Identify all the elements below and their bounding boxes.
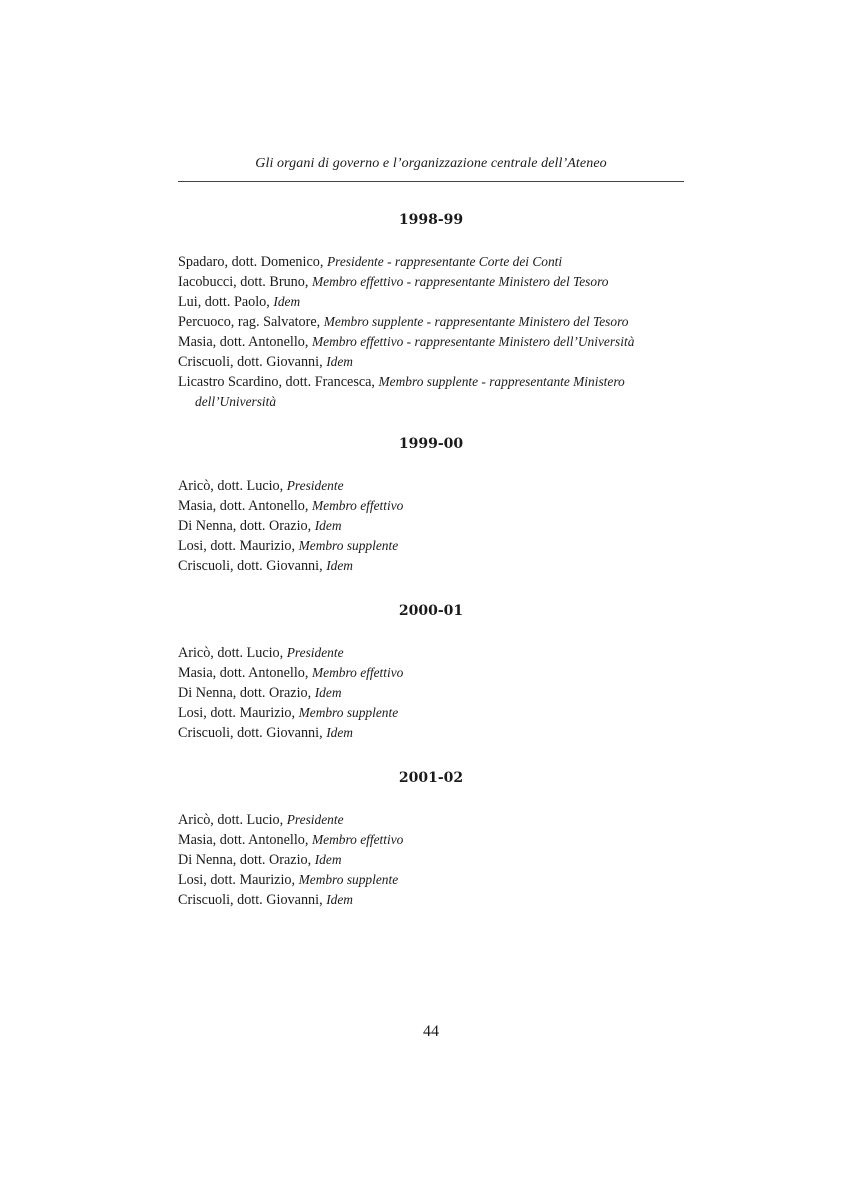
header-rule [178,181,684,182]
member-name: Spadaro, dott. Domenico, [178,254,327,270]
list-item [178,292,684,312]
list-item [178,870,684,890]
list-item [178,643,684,663]
member-name: Percuoco, rag. Salvatore, [178,314,324,330]
member-role: Membro effettivo [311,665,404,680]
list-item [178,476,684,496]
list-item [178,723,684,743]
member-name: Losi, dott. Maurizio, [178,538,299,554]
list-item [178,890,684,910]
member-role: Membro supplente - rappresentante Ministero dell’Università [195,374,625,409]
list-item [178,312,684,332]
member-name: Di Nenna, dott. Orazio, [178,518,315,534]
member-name: Criscuoli, dott. Giovanni, [178,725,327,741]
section-2001-02 [178,770,684,910]
list-item [178,332,684,352]
member-role: Presidente - rappresentante Corte dei Conti [326,254,563,269]
list-item [178,352,684,372]
member-name: Masia, dott. Antonello, [178,498,312,514]
member-role: Presidente [286,645,344,660]
member-role: Idem [314,518,342,533]
member-name: Aricò, dott. Lucio, [178,645,287,661]
list-item [178,810,684,830]
member-name: Criscuoli, dott. Giovanni, [178,892,327,908]
section-year: 1999-00 [398,436,464,452]
list-item [178,496,684,516]
list-item [178,703,684,723]
member-name: Criscuoli, dott. Giovanni, [178,558,327,574]
member-name: Iacobucci, dott. Bruno, [178,274,312,290]
member-role: Membro effettivo [311,832,404,847]
member-name: Aricò, dott. Lucio, [178,478,287,494]
list-item [178,556,684,576]
list-item [178,372,684,412]
section-1998-99 [178,212,684,412]
list-item [178,272,684,292]
section-year: 2000-01 [398,603,464,619]
list-item [178,252,684,272]
member-name: Licastro Scardino, dott. Francesca, [178,374,379,390]
member-role: Idem [326,354,353,369]
member-role: Membro effettivo [311,498,404,513]
member-role: Membro supplente [298,705,399,720]
section-year: 1998-99 [398,212,464,228]
section-2000-01 [178,603,684,743]
member-name: Losi, dott. Maurizio, [178,705,299,721]
member-role: Idem [326,558,353,573]
section-year: 2001-02 [398,770,464,786]
list-item [178,683,684,703]
member-role: Membro supplente - rappresentante Ministero del Tesoro [323,314,629,329]
list-item [178,536,684,556]
member-role: Idem [273,294,301,309]
member-role: Presidente [286,812,344,827]
member-name: Di Nenna, dott. Orazio, [178,685,315,701]
list-item [178,830,684,850]
member-name: Di Nenna, dott. Orazio, [178,852,315,868]
member-role: Membro effettivo - rappresentante Ministero del Tesoro [311,274,609,289]
page-number: 44 [423,1023,439,1040]
list-item [178,850,684,870]
member-role: Membro supplente [298,872,399,887]
member-role: Idem [326,892,353,907]
member-role: Membro supplente [298,538,399,553]
member-name: Masia, dott. Antonello, [178,832,312,848]
member-name: Criscuoli, dott. Giovanni, [178,354,327,370]
member-role: Presidente [286,478,344,493]
member-name: Masia, dott. Antonello, [178,665,312,681]
member-role: Membro effettivo - rappresentante Ministero dell’Università [311,334,635,349]
section-1999-00 [178,436,684,576]
list-item [178,663,684,683]
member-role: Idem [314,852,342,867]
member-name: Masia, dott. Antonello, [178,334,312,350]
member-name: Aricò, dott. Lucio, [178,812,287,828]
member-name: Losi, dott. Maurizio, [178,872,299,888]
member-name: Lui, dott. Paolo, [178,294,274,310]
member-role: Idem [314,685,342,700]
list-item [178,516,684,536]
member-role: Idem [326,725,353,740]
running-head: Gli organi di governo e l’organizzazione centrale dell’Ateneo [255,156,607,171]
